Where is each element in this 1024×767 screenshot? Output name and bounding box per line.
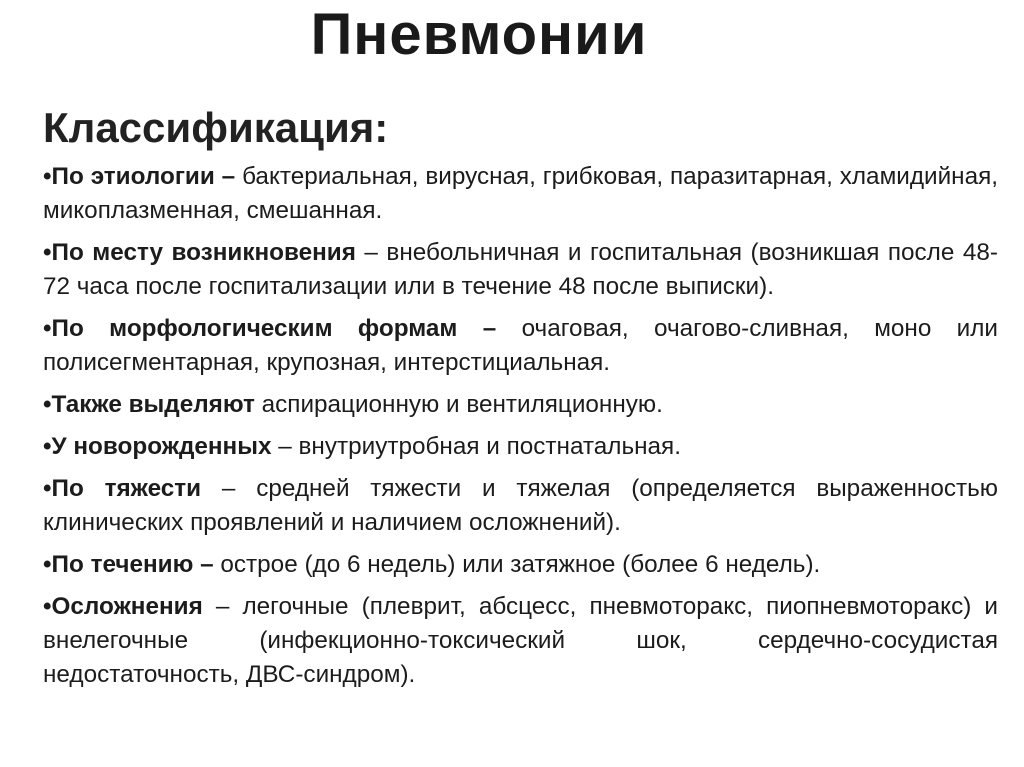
list-item-etiology xyxy=(43,160,998,228)
slide-subtitle: Классификация: xyxy=(43,104,389,151)
bullet: • xyxy=(43,315,52,342)
bullet: • xyxy=(43,391,52,418)
bullet: • xyxy=(43,475,52,502)
item-term: По тяжести xyxy=(51,475,202,502)
item-text: – легочные (плеврит, абсцесс, пневмоторакс, пиопневмоторакс) и внелегочные (инфекционно-токсический шок, сердечно-сосудистая недостаточность, ДВС-синдром). xyxy=(43,593,998,688)
bullet: • xyxy=(43,239,52,266)
list-item-place xyxy=(43,236,998,304)
slide-title: Пневмонии xyxy=(310,2,648,67)
bullet: • xyxy=(43,593,52,620)
item-text: – внутриутробная и постнатальная. xyxy=(271,433,681,460)
bullet: • xyxy=(43,551,52,578)
list-item-complications xyxy=(43,590,998,692)
item-term: По течению – xyxy=(51,551,214,578)
item-text: – внебольничная и госпитальная (возникшая после 48-72 часа после госпитализации или в течение 48 после выписки). xyxy=(43,239,998,300)
list-item-course xyxy=(43,548,998,582)
item-text: острое (до 6 недель) или затяжное (более 6 недель). xyxy=(213,551,821,578)
classification-list xyxy=(43,160,998,700)
item-term: У новорожденных xyxy=(51,433,272,460)
bullet: • xyxy=(43,433,52,460)
item-term: По месту возникновения xyxy=(51,239,356,266)
list-item-newborn xyxy=(43,430,998,464)
list-item-severity xyxy=(43,472,998,540)
item-text: очаговая, очагово-сливная, моно или полисегментарная, крупозная, интерстициальная. xyxy=(43,315,999,376)
item-text: бактериальная, вирусная, грибковая, паразитарная, хламидийная, микоплазменная, смешанная. xyxy=(43,163,999,224)
bullet: • xyxy=(43,163,52,190)
item-text: – средней тяжести и тяжелая (определяется выраженностью клинических проявлений и наличием осложнений). xyxy=(43,475,998,536)
list-item-morphology xyxy=(43,312,998,380)
list-item-also xyxy=(43,388,998,422)
item-term: По морфологическим формам – xyxy=(51,315,497,342)
item-term: Осложнения xyxy=(51,593,203,620)
item-term: По этиологии – xyxy=(51,163,236,190)
item-term: Также выделяют xyxy=(51,391,255,418)
item-text: аспирационную и вентиляционную. xyxy=(254,391,663,418)
